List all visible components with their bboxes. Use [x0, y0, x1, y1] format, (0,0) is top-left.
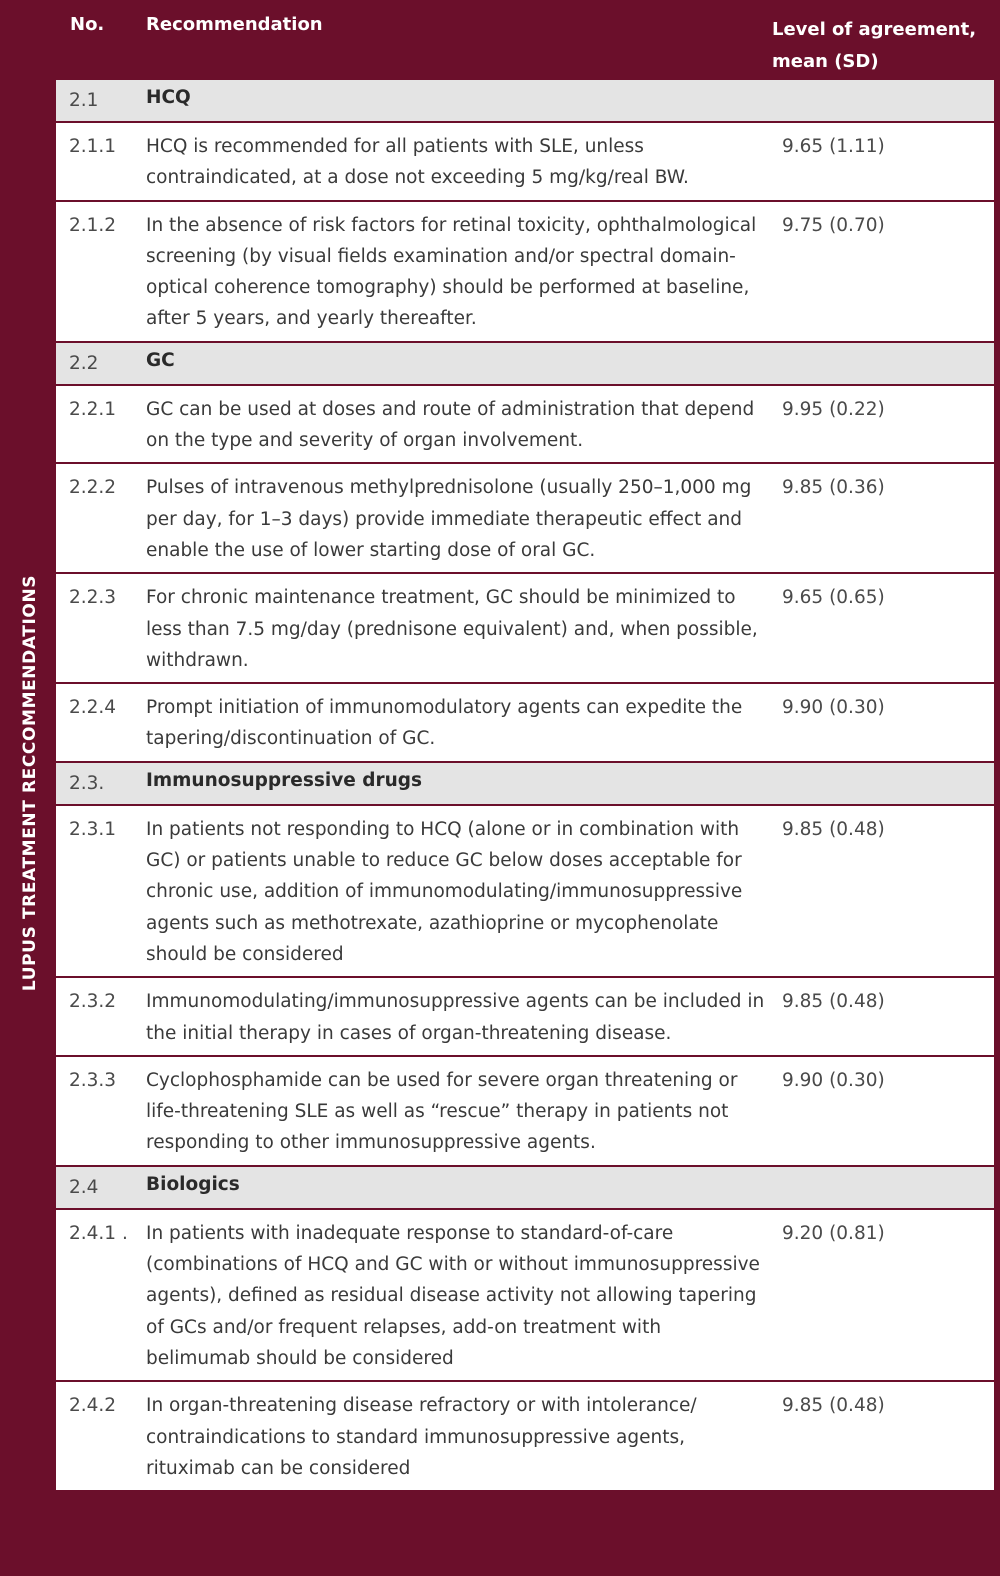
- row-number: 2.2.2: [69, 477, 117, 499]
- section-title: GC: [146, 349, 175, 371]
- row-level: 9.85 (0.48): [782, 991, 885, 1013]
- row-level: 9.20 (0.81): [782, 1222, 885, 1244]
- row-recommendation: GC can be used at doses and route of administration that depend on the type and severity of organ involvement.: [146, 398, 755, 452]
- row-number: 2.1.2: [69, 214, 117, 236]
- side-label: [0, 0, 56, 1576]
- header-level-of-agreement: [772, 14, 976, 78]
- header-recommendation: Recommendation: [146, 14, 323, 35]
- header-level-line2: mean (SD): [772, 51, 879, 72]
- row-number: 2.1.1: [69, 136, 117, 157]
- row-recommendation: Prompt initiation of immunomodulatory agents can expedite the tapering/discontinuation of GC.: [146, 697, 743, 750]
- table-row: [56, 1382, 994, 1492]
- row-number: 2.2: [69, 352, 99, 374]
- section-title: HCQ: [146, 86, 191, 108]
- table-header: [56, 0, 998, 80]
- row-level: 9.65 (1.11): [782, 136, 885, 157]
- row-recommendation: In organ-threatening disease refractory or with intolerance/ contraindications to standard immunosuppressive agents, rituximab can be considered: [146, 1395, 697, 1479]
- row-level: [770, 1183, 994, 1191]
- table-row: [56, 978, 994, 1057]
- row-level: 9.75 (0.70): [782, 214, 885, 236]
- row-recommendation: Cyclophosphamide can be used for severe organ threatening or life-threatening SLE as well as “rescue” therapy in patients not responding to other immunosuppressive agents.: [146, 1069, 738, 1154]
- row-level: 9.85 (0.48): [782, 818, 885, 840]
- section-title: Immunosuppressive drugs: [146, 769, 423, 791]
- row-recommendation: In patients with inadequate response to standard-of-care (combinations of HCQ and GC with or without immunosuppressive agents), defined as residual disease activity not allowing tapering of GCs and/or frequent relapses, add-on treatment with belimumab should be considered: [146, 1222, 760, 1369]
- table-row: [56, 464, 994, 574]
- table-row: [56, 1210, 994, 1382]
- section-row: [56, 343, 994, 386]
- recommendations-table: [56, 80, 994, 1492]
- row-number: 2.1: [69, 89, 99, 111]
- row-number: 2.4.1 .: [69, 1222, 128, 1244]
- row-number: 2.3.2: [69, 991, 117, 1013]
- row-level: 9.95 (0.22): [782, 398, 885, 420]
- table-row: [56, 574, 994, 684]
- table-row: [56, 684, 994, 763]
- section-row: [56, 763, 994, 806]
- row-level: 9.90 (0.30): [782, 1069, 885, 1091]
- row-level: 9.85 (0.36): [782, 477, 885, 499]
- row-recommendation: Pulses of intravenous methylprednisolone (usually 250–1,000 mg per day, for 1–3 days) provide immediate therapeutic effect and enable the use of lower starting dose of oral GC.: [146, 477, 752, 561]
- table-row: [56, 202, 994, 343]
- row-level: [770, 779, 994, 787]
- row-number: 2.4.2: [69, 1395, 117, 1417]
- row-number: 2.2.1: [69, 398, 117, 420]
- row-number: 2.4: [69, 1176, 99, 1198]
- row-level: [770, 97, 994, 105]
- row-level: 9.65 (0.65): [782, 587, 885, 609]
- row-recommendation: HCQ is recommended for all patients with SLE, unless contraindicated, at a dose not exceeding 5 mg/kg/real BW.: [146, 136, 689, 189]
- table-row: [56, 123, 994, 202]
- table-row: [56, 1057, 994, 1167]
- table-row: [56, 386, 994, 465]
- section-row: [56, 1167, 994, 1210]
- section-title: Biologics: [146, 1173, 240, 1195]
- row-number: 2.2.3: [69, 587, 117, 609]
- row-number: 2.3.3: [69, 1069, 117, 1091]
- row-level: [770, 359, 994, 367]
- header-no: No.: [70, 14, 105, 35]
- table-row: [56, 806, 994, 978]
- row-recommendation: In patients not responding to HCQ (alone or in combination with GC) or patients unable to reduce GC below doses acceptable for chronic use, addition of immunomodulating/immunosuppressive agents such as methotrexate, azathioprine or mycophenolate should be considered: [146, 818, 743, 965]
- row-number: 2.2.4: [69, 697, 117, 719]
- row-level: 9.85 (0.48): [782, 1395, 885, 1417]
- side-title: LUPUS TREATMENT RECCOMMENDATIONS: [20, 574, 40, 992]
- row-number: 2.3.: [69, 772, 105, 794]
- row-recommendation: Immunomodulating/immunosuppressive agents can be included in the initial therapy in cases of organ-threatening disease.: [146, 991, 765, 1044]
- row-recommendation: In the absence of risk factors for retinal toxicity, ophthalmological screening (by visual fields examination and/or spectral domain-optical coherence tomography) should be performed at baseline, after 5 years, and yearly thereafter.: [146, 214, 757, 330]
- row-number: 2.3.1: [69, 818, 117, 840]
- section-row: [56, 80, 994, 123]
- row-recommendation: For chronic maintenance treatment, GC should be minimized to less than 7.5 mg/day (prednisone equivalent) and, when possible, withdrawn.: [146, 587, 758, 671]
- header-level-line1: Level of agreement,: [772, 19, 977, 40]
- row-level: 9.90 (0.30): [782, 697, 885, 719]
